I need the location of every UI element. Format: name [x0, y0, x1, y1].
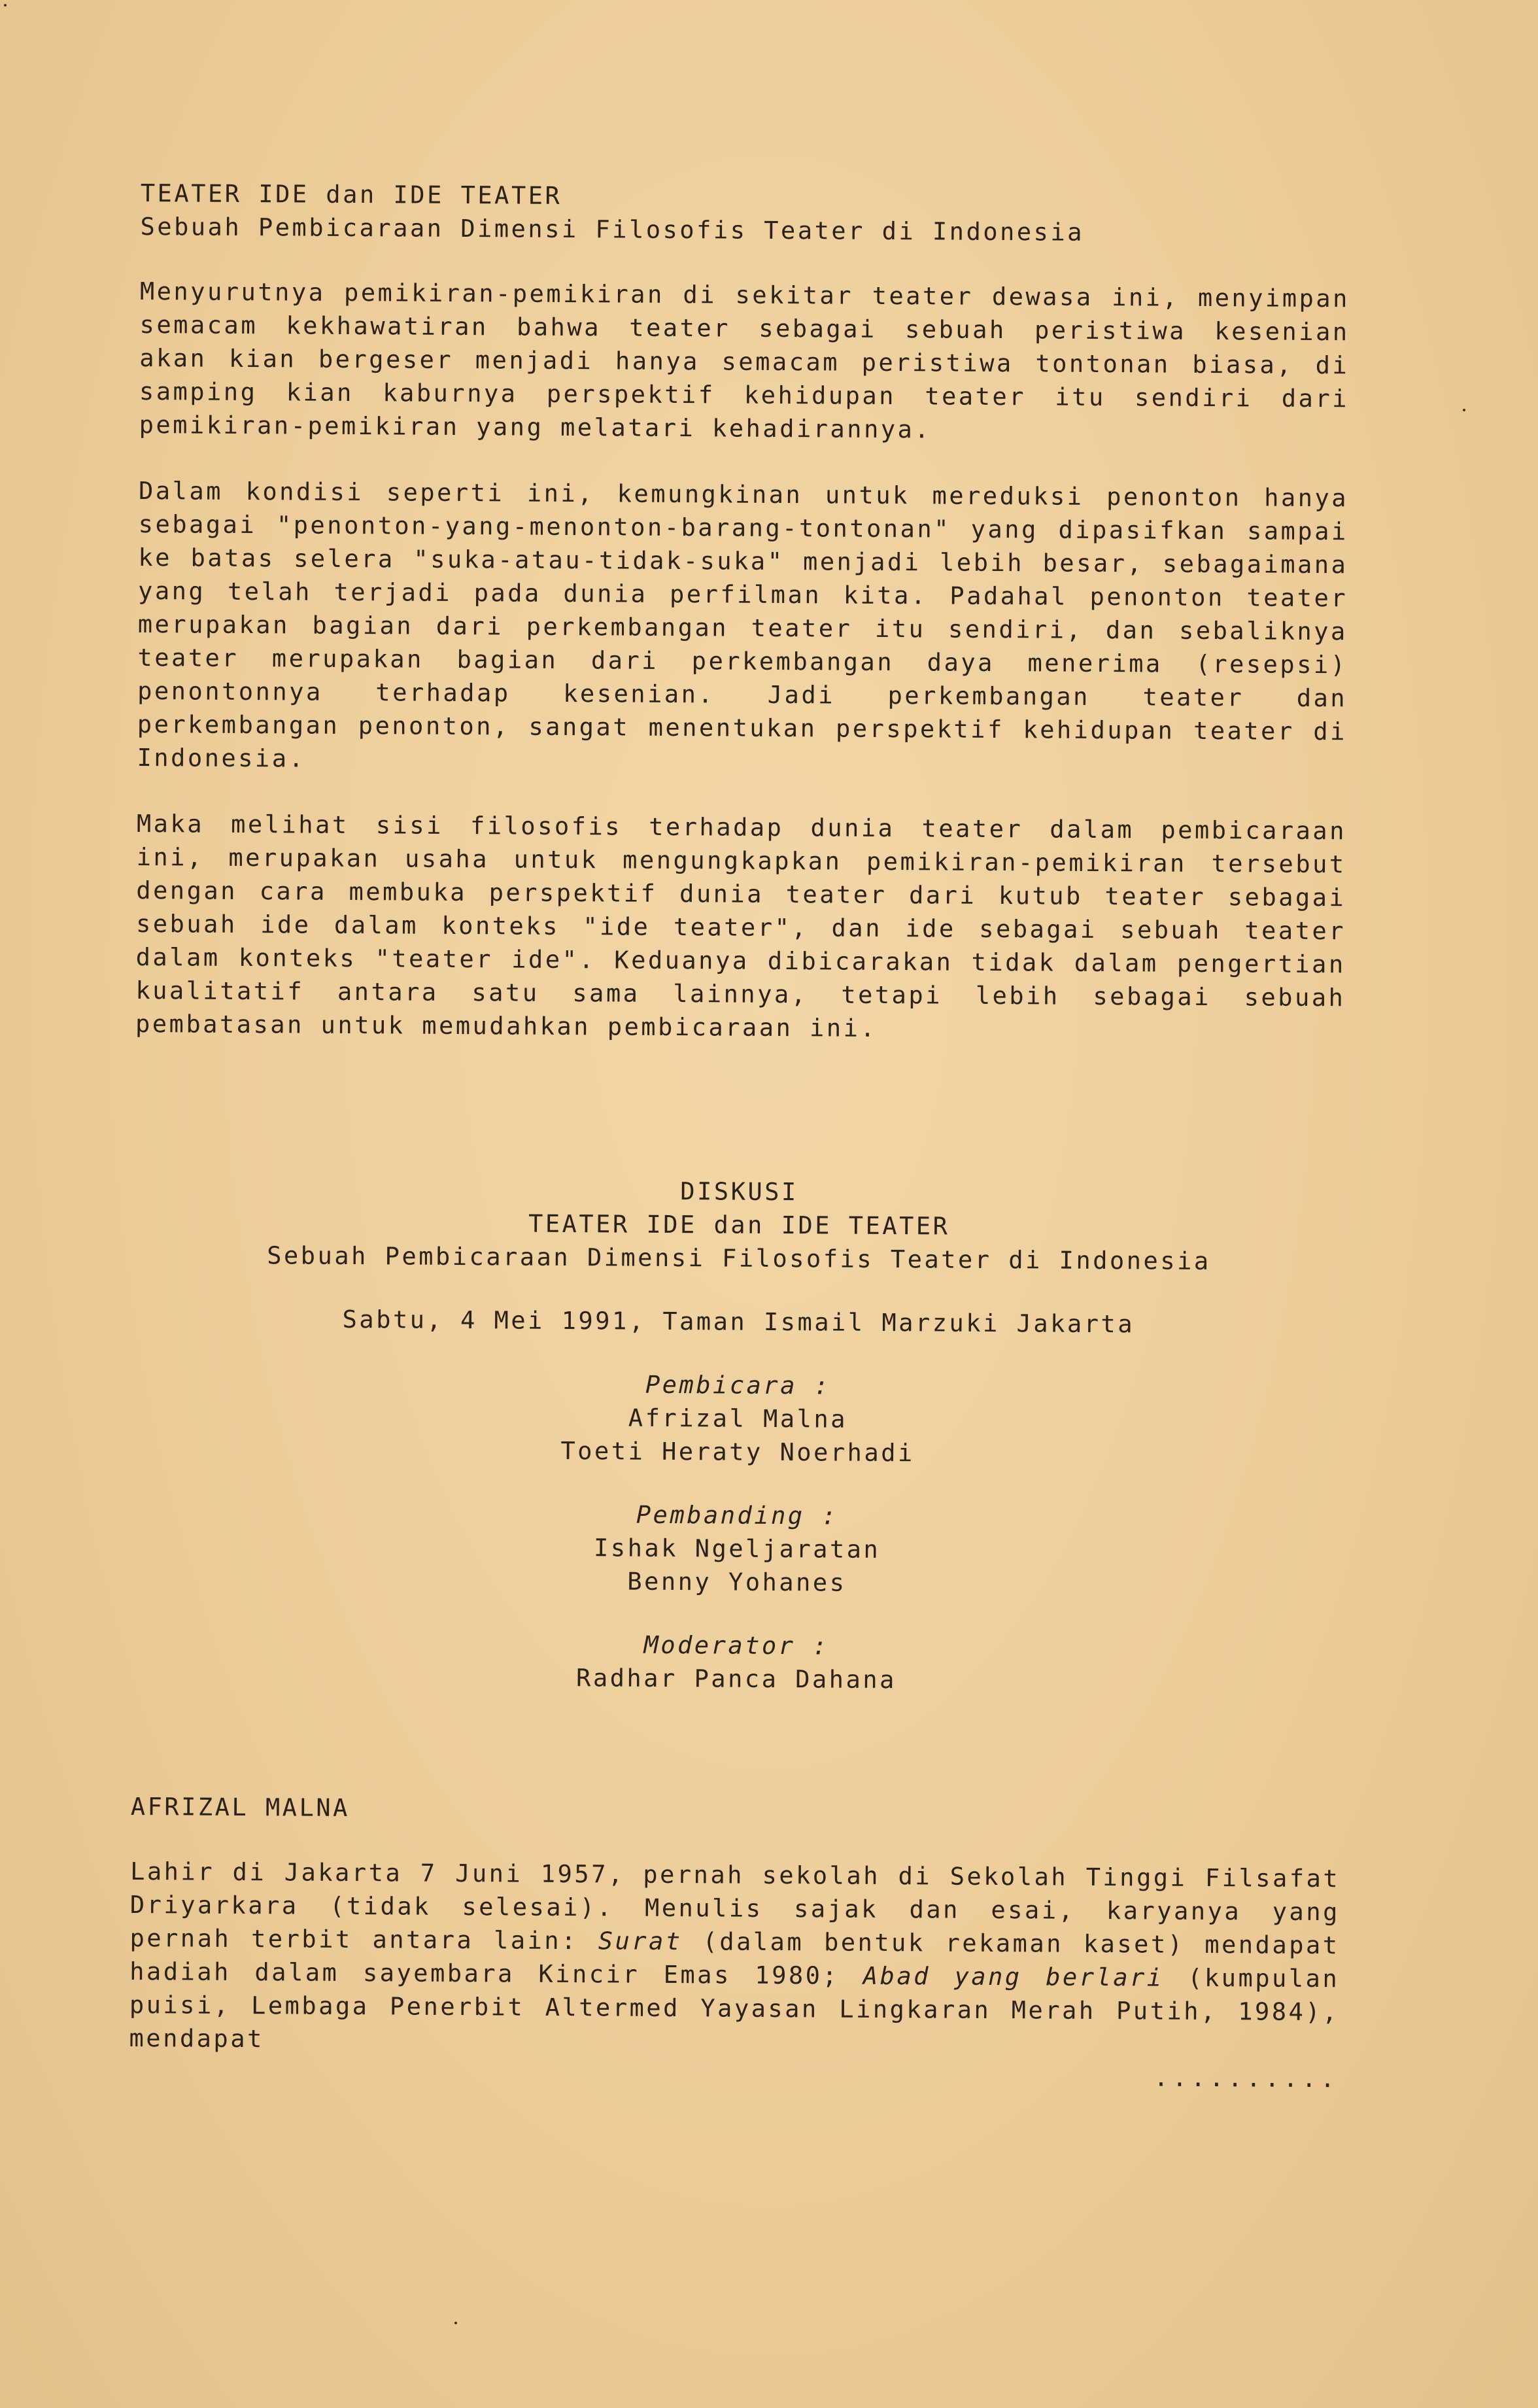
discussant-name: Benny Yohanes — [627, 1567, 847, 1597]
bio-heading: AFRIZAL MALNA — [130, 1792, 350, 1822]
speaker-name: Toeti Heraty Noerhadi — [560, 1436, 915, 1468]
event-subtitle: Sebuah Pembicaraan Dimensi Filosofis Teater di Indonesia — [267, 1241, 1211, 1276]
event-heading: DISKUSI — [680, 1177, 798, 1207]
work-title: Abad yang berlari — [863, 1961, 1164, 1992]
moderator-name: Radhar Panca Dahana — [575, 1664, 897, 1694]
speakers-label: Pembicara : — [645, 1370, 831, 1400]
bio-paragraph: Lahir di Jakarta 7 Juni 1957, pernah sekolah di Sekolah Tinggi Filsafat Driyarkara (tidak selesai). Menulis sajak dan esai, karyanya yang pernah terbit antara lain: Surat (dalam bentuk rekaman kaset) mendapat hadiah dalam sayembara Kincir Emas 1980; Abad yang berlari (kumpulan puisi, Lembaga Penerbit Altermed Yayasan Lingkaran Merah Putih, 1984), mendapat — [129, 1857, 1341, 2054]
event-info — [131, 1171, 1344, 1699]
intro-paragraph-1: Menyurutnya pemikiran-pemikiran di sekitar teater dewasa ini, menyimpan semacam kekhawatiran bahwa teater sebagai sebuah peristiwa kesenian akan kian bergeser menjadi hanya semacam peristiwa tontonan biasa, di samping kian kaburnya perspektif kehidupan teater itu sendiri dari pemikiran-pemikiran yang melatari kehadirannya. — [139, 277, 1350, 444]
discussant-name: Ishak Ngeljaratan — [593, 1534, 881, 1564]
paper-speck — [4, 4, 7, 7]
moderator-label: Moderator : — [643, 1630, 830, 1660]
speaker-name: Afrizal Malna — [628, 1403, 848, 1434]
document-title: TEATER IDE dan IDE TEATER — [140, 179, 562, 210]
paper-speck — [454, 2322, 457, 2324]
event-date-place: Sabtu, 4 Mei 1991, Taman Ismail Marzuki Jakarta — [342, 1305, 1135, 1339]
document-subtitle: Sebuah Pembicaraan Dimensi Filosofis Teater di Indonesia — [140, 212, 1085, 247]
event-title: TEATER IDE dan IDE TEATER — [528, 1209, 950, 1241]
intro-paragraph-3: Maka melihat sisi filosofis terhadap dunia teater dalam pembicaraan ini, merupakan usaha untuk mengungkapkan pemikiran-pemikiran tersebut dengan cara membuka perspektif dunia teater dari kutub teater sebagai sebuah ide dalam konteks "ide teater", dan ide sebagai sebuah teater dalam konteks "teater ide". Keduanya dibicarakan tidak dalam pengertian kualitatif antara satu sama lainnya, tetapi lebih sebagai sebuah pembatasan untuk memudahkan pembicaraan ini. — [135, 809, 1347, 1042]
work-title: Surat — [598, 1927, 683, 1956]
paper-speck — [1463, 409, 1465, 411]
discussants-label: Pembanding : — [636, 1500, 839, 1530]
intro-section — [135, 275, 1350, 1048]
continuation-dots: .......... — [1154, 2063, 1339, 2093]
intro-paragraph-2: Dalam kondisi seperti ini, kemungkinan untuk mereduksi penonton hanya sebagai "penonton-yang-menonton-barang-tontonan" yang dipasifkan sampai ke batas selera "suka-atau-tidak-suka" menjadi lebih besar, sebagaimana yang telah terjadi pada dunia perfilman kita. Padahal penonton teater merupakan bagian dari perkembangan teater itu sendiri, dan sebaliknya teater merupakan bagian dari perkembangan daya menerima (resepsi) penontonnya terhadap kesenian. Jadi perkembangan teater dan perkembangan penonton, sangat menentukan perspektif kehidupan teater di Indonesia. — [137, 476, 1349, 773]
typed-document — [129, 177, 1350, 2095]
